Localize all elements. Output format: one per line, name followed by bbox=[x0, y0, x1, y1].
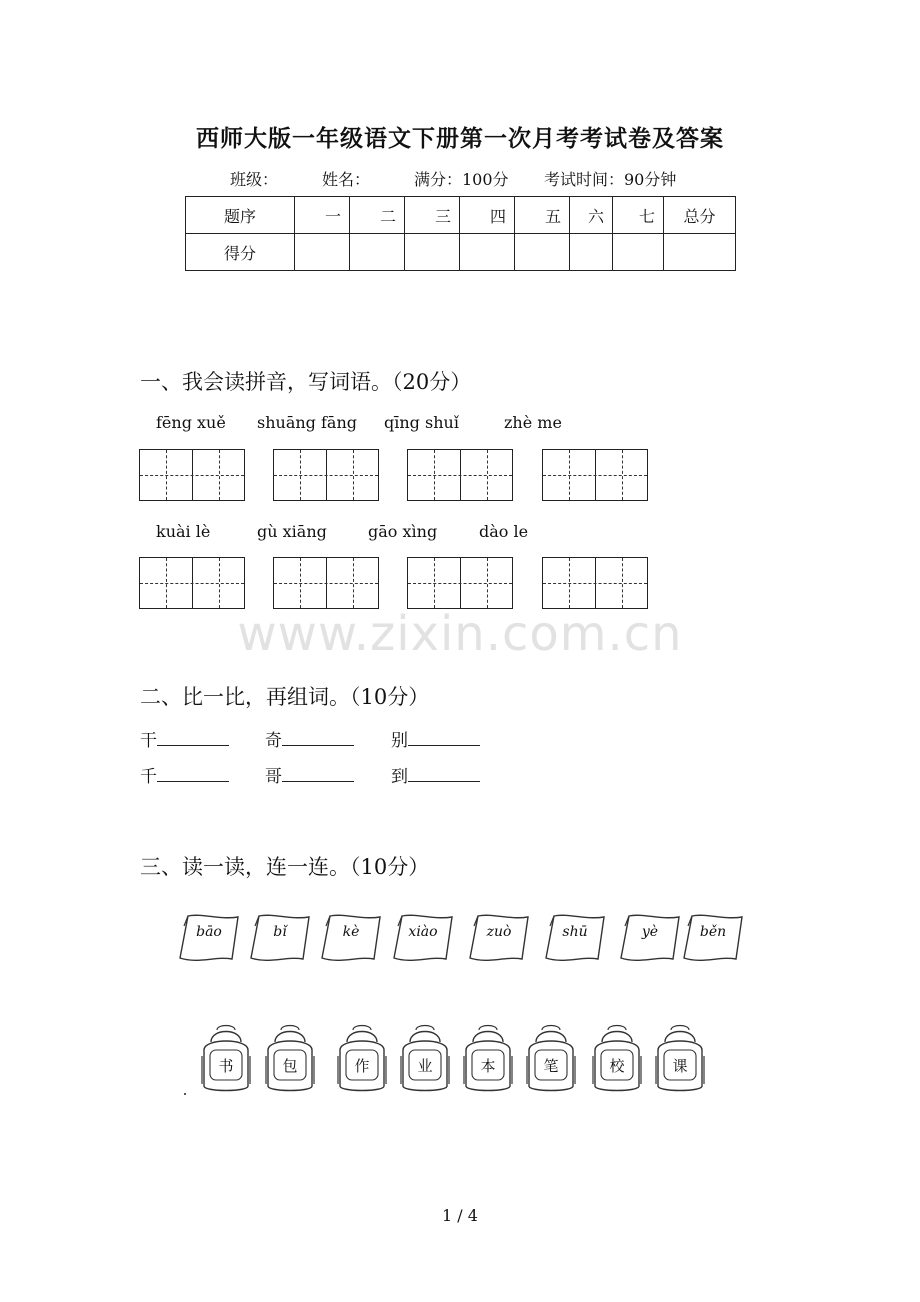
pinyin-card[interactable] bbox=[617, 912, 683, 964]
score-table-header-row bbox=[186, 197, 736, 234]
table-cell: 六 bbox=[570, 197, 613, 234]
pinyin-label: kuài lè bbox=[156, 522, 211, 541]
backpack-label: 课 bbox=[672, 1057, 688, 1075]
pinyin-card-label: yè bbox=[641, 924, 659, 940]
table-cell: 三 bbox=[405, 197, 460, 234]
writing-grid[interactable] bbox=[139, 557, 245, 609]
backpack-item[interactable] bbox=[461, 1022, 515, 1094]
writing-grid[interactable] bbox=[139, 449, 245, 501]
table-cell: 二 bbox=[350, 197, 405, 234]
pinyin-label: qīng shuǐ bbox=[384, 413, 459, 432]
backpack-item[interactable] bbox=[590, 1022, 644, 1094]
backpack-label: 业 bbox=[417, 1057, 433, 1075]
section-1-title: 一、我会读拼音，写词语。（20分） bbox=[140, 370, 472, 394]
backpack-label: 笔 bbox=[543, 1057, 559, 1075]
table-cell: 得分 bbox=[186, 234, 295, 271]
table-cell: 五 bbox=[515, 197, 570, 234]
word-blank[interactable]: 千 bbox=[140, 762, 229, 787]
pinyin-card[interactable] bbox=[466, 912, 532, 964]
writing-grid[interactable] bbox=[273, 449, 379, 501]
writing-grid[interactable] bbox=[273, 557, 379, 609]
score-input-cell[interactable] bbox=[295, 234, 350, 271]
section-3-title: 三、读一读，连一连。（10分） bbox=[140, 855, 430, 879]
table-cell: 一 bbox=[295, 197, 350, 234]
writing-grid[interactable] bbox=[542, 449, 648, 501]
score-input-cell[interactable] bbox=[570, 234, 613, 271]
page-number: 1 / 4 bbox=[442, 1206, 478, 1225]
score-input-cell[interactable] bbox=[613, 234, 664, 271]
table-cell: 四 bbox=[460, 197, 515, 234]
word-blank[interactable]: 哥 bbox=[265, 762, 354, 787]
backpack-item[interactable] bbox=[335, 1022, 389, 1094]
backpack-item[interactable] bbox=[398, 1022, 452, 1094]
stray-dot bbox=[184, 1093, 186, 1095]
backpack-item[interactable] bbox=[263, 1022, 317, 1094]
backpack-label: 书 bbox=[218, 1057, 234, 1075]
pinyin-card-label: kè bbox=[342, 924, 360, 940]
table-cell: 总分 bbox=[664, 197, 736, 234]
pinyin-card-label: zuò bbox=[486, 924, 512, 940]
pinyin-card-label: xiào bbox=[408, 924, 438, 940]
pinyin-label: fēng xuě bbox=[156, 413, 226, 432]
score-input-cell[interactable] bbox=[405, 234, 460, 271]
table-cell: 七 bbox=[613, 197, 664, 234]
section-2-title: 二、比一比，再组词。（10分） bbox=[140, 685, 430, 709]
pinyin-card-label: bǐ bbox=[273, 924, 287, 940]
page-title: 西师大版一年级语文下册第一次月考考试卷及答案 bbox=[196, 125, 724, 152]
backpack-item[interactable] bbox=[524, 1022, 578, 1094]
backpack-label: 校 bbox=[609, 1057, 625, 1075]
class-label: 班级： bbox=[230, 170, 279, 189]
watermark: www.zixin.com.cn bbox=[237, 606, 683, 662]
pinyin-card[interactable] bbox=[247, 912, 313, 964]
score-input-cell[interactable] bbox=[664, 234, 736, 271]
score-input-cell[interactable] bbox=[350, 234, 405, 271]
score-table bbox=[185, 196, 736, 271]
exam-time: 考试时间：90分钟 bbox=[544, 170, 677, 189]
pinyin-card-label: shū bbox=[562, 924, 588, 940]
writing-grid[interactable] bbox=[542, 557, 648, 609]
pinyin-card-label: bāo bbox=[196, 924, 222, 940]
backpack-label: 本 bbox=[480, 1057, 496, 1075]
word-blank[interactable]: 奇 bbox=[265, 726, 354, 751]
score-input-cell[interactable] bbox=[460, 234, 515, 271]
score-table-score-row bbox=[186, 234, 736, 271]
pinyin-label: gù xiāng bbox=[257, 522, 327, 541]
pinyin-label: zhè me bbox=[504, 413, 562, 432]
backpack-label: 包 bbox=[282, 1057, 298, 1075]
pinyin-card[interactable] bbox=[176, 912, 242, 964]
pinyin-card[interactable] bbox=[680, 912, 746, 964]
pinyin-label: gāo xìng bbox=[368, 522, 438, 541]
pinyin-label: shuāng fāng bbox=[257, 413, 357, 432]
backpack-item[interactable] bbox=[653, 1022, 707, 1094]
pinyin-card[interactable] bbox=[542, 912, 608, 964]
pinyin-card-label: běn bbox=[699, 924, 727, 940]
table-cell: 题序 bbox=[186, 197, 295, 234]
writing-grid[interactable] bbox=[407, 557, 513, 609]
pinyin-label: dào le bbox=[479, 522, 529, 541]
backpack-label: 作 bbox=[354, 1057, 370, 1075]
full-score: 满分：100分 bbox=[414, 170, 509, 189]
word-blank[interactable]: 到 bbox=[391, 762, 480, 787]
word-blank[interactable]: 干 bbox=[140, 726, 229, 751]
pinyin-card[interactable] bbox=[318, 912, 384, 964]
backpack-item[interactable] bbox=[199, 1022, 253, 1094]
pinyin-card[interactable] bbox=[390, 912, 456, 964]
score-input-cell[interactable] bbox=[515, 234, 570, 271]
writing-grid[interactable] bbox=[407, 449, 513, 501]
word-blank[interactable]: 别 bbox=[391, 726, 480, 751]
name-label: 姓名： bbox=[322, 170, 371, 189]
